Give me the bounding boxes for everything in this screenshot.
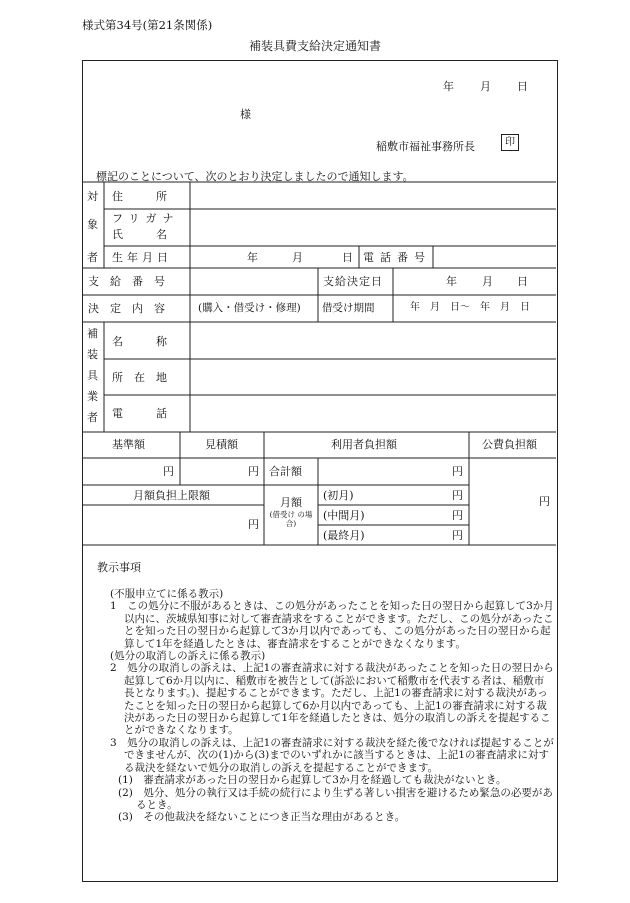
decision-content-options: (購入・借受け・修理)	[198, 302, 301, 314]
total-yen: 円	[452, 465, 463, 478]
date-month-label: 月	[480, 80, 491, 93]
document-title: 補装具費支給決定通知書	[248, 39, 381, 53]
addressee-suffix: 様	[240, 108, 251, 121]
rental-period-value: 年 月 日〜 年 月 日	[410, 302, 530, 313]
middle-month-yen: 円	[452, 509, 463, 522]
decision-date-day: 日	[517, 275, 528, 288]
monthly-cap-label: 月額負担上限額	[133, 489, 210, 502]
subject-group-char-1: 対	[87, 190, 98, 203]
date-day-label: 日	[517, 80, 528, 93]
decision-content-label: 決 定 内 容	[88, 302, 165, 315]
first-month-yen: 円	[452, 489, 463, 502]
notice-subitem-3: (3) その他裁決を経ないことにつき正当な理由があるとき。	[118, 811, 406, 824]
last-month-label: (最終月)	[323, 529, 365, 542]
monthly-label: 月額	[280, 496, 302, 509]
notice-subitem-2: (2) 処分、処分の執行又は手続の続行により生ずる著しい損害を避けるため緊急の必要があるとき。	[118, 786, 553, 811]
seal-mark: 印	[501, 134, 519, 151]
subject-group-char-2: 象	[87, 218, 98, 231]
dob-label: 生年月日	[112, 251, 172, 264]
vendor-phone-label: 電 話	[112, 407, 167, 420]
notice-item-1: 1 この処分に不服があるときは、この処分があったことを知った日の翌日から起算して3か月以内に、茨城県知事に対して審査請求をすることができます。ただし、この処分があったことを知った日の翌日から起算して3か月以内であっても、この処分があった日の翌日から起算して1年を経過したときは、審査請求をすることができなくなります。	[110, 600, 554, 650]
vendor-group-char-4: 業	[87, 390, 98, 403]
decision-date-year: 年	[446, 275, 457, 288]
rental-period-label: 借受け期間	[322, 302, 375, 314]
vendor-group-char-3: 具	[87, 369, 98, 382]
dob-month-label: 月	[292, 251, 303, 264]
header-estimate-amount: 見積額	[205, 438, 238, 451]
decision-date-label: 支給決定日	[323, 275, 383, 288]
estimate-yen: 円	[248, 465, 259, 478]
payment-number-label: 支 給 番 号	[88, 275, 165, 288]
appeal-heading: (不服申立てに係る教示)	[110, 588, 224, 600]
subject-group-char-3: 者	[87, 251, 98, 264]
date-year-label: 年	[443, 80, 454, 93]
name-label: 氏 名	[112, 228, 167, 241]
last-month-yen: 円	[452, 529, 463, 542]
lawsuit-heading: (処分の取消しの訴えに係る教示)	[110, 650, 266, 663]
header-standard-amount: 基準額	[112, 438, 145, 451]
notice-subitem-1: (1) 審査請求があった日の翌日から起算して3か月を経過しても裁決がないとき。	[118, 774, 507, 787]
vendor-group-char-2: 装	[87, 348, 98, 361]
phone-label: 電話番号	[363, 251, 431, 264]
first-month-label: (初月)	[323, 489, 354, 502]
notice-item-3: 3 処分の取消しの訴えは、上記1の審査請求に対する裁決を経た後でなければ提起することができませんが、次の(1)から(3)までのいずれかに該当するときは、上記1の審査請求に対する裁決を経ないで処分の取消しの訴えを提起することができます。	[110, 736, 554, 774]
monthly-cap-yen: 円	[248, 518, 259, 531]
dob-year-label: 年	[247, 251, 258, 264]
middle-month-label: (中間月)	[323, 509, 365, 522]
total-label: 合計額	[269, 465, 302, 478]
furigana-label: フリガナ	[112, 212, 180, 225]
vendor-name-label: 名 称	[112, 335, 167, 348]
notice-item-2: 2 処分の取消しの訴えは、上記1の審査請求に対する裁決があったことを知った日の翌日から起算して6か月以内に、稲敷市を被告として(訴訟において稲敷市を代表する者は、稲敷市長となります。)、提起することができます。ただし、上記1の審査請求に対する裁決があったことを知った日の翌日から起算して6か月以内であっても、上記1の審査請求に対する裁決があった日の翌日から起算して1年を経過したときは、処分の取消しの訴えを提起することができなくなります。	[110, 662, 554, 737]
header-user-burden: 利用者負担額	[331, 438, 397, 451]
issuer-name: 稲敷市福祉事務所長	[376, 140, 475, 153]
intro-text: 標記のことについて、次のとおり決定しましたので通知します。	[96, 170, 414, 183]
standard-yen: 円	[163, 465, 174, 478]
address-label: 住 所	[112, 190, 167, 203]
notice-title: 教示事項	[97, 561, 141, 574]
header-public-burden: 公費負担額	[482, 438, 537, 451]
dob-day-label: 日	[342, 251, 353, 264]
monthly-note: (借受け の場合)	[269, 510, 313, 528]
vendor-group-char-1: 補	[87, 327, 98, 340]
vendor-group-char-5: 者	[87, 411, 98, 424]
notice-body	[110, 588, 554, 824]
public-burden-yen: 円	[539, 495, 550, 508]
form-number: 様式第34号(第21条関係)	[82, 18, 213, 32]
decision-date-month: 月	[482, 275, 493, 288]
vendor-location-label: 所 在 地	[112, 371, 167, 384]
